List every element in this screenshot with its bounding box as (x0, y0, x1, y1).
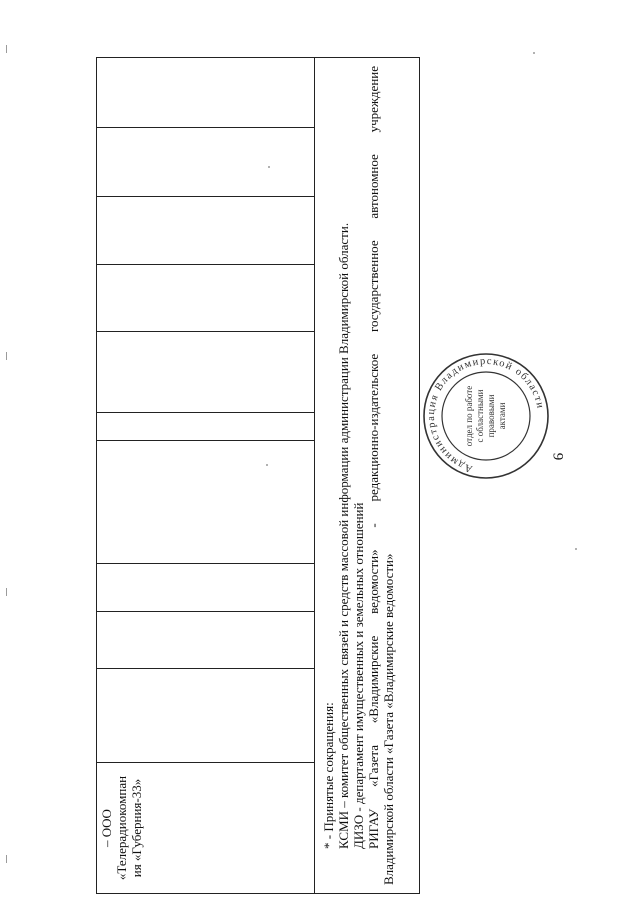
stamp-center-line: отдел по работе (464, 385, 474, 447)
table-cell (97, 197, 315, 265)
organization-cell (97, 763, 315, 894)
table-cell (97, 441, 315, 564)
table-cell (97, 332, 315, 413)
org-name-line: ия «Губерния-33» (129, 778, 144, 878)
official-stamp (421, 351, 551, 481)
rotated-table-frame (96, 58, 419, 894)
note-dizo: ДИЗО - департамент имущественных и земельных отношений (351, 502, 366, 849)
scan-mark (6, 588, 7, 596)
stamp-center-line: с областными (475, 389, 485, 443)
table-row (315, 58, 420, 894)
abbreviations-table (96, 57, 420, 894)
scan-mark (6, 352, 7, 360)
table-cell (97, 128, 315, 197)
stamp-ring-text: Администрация Владимирской области (425, 355, 546, 475)
notes-heading: * - Принятые сокращения: (321, 702, 336, 849)
table-cell (97, 58, 315, 128)
stamp-center-line: актами (497, 402, 507, 430)
table-row (97, 58, 315, 894)
note-ksmi: КСМИ – комитет общественных связей и средств массовой информации администрации Владимирской области. (336, 222, 351, 849)
scan-speck (575, 548, 577, 550)
page-number: 9 (549, 452, 566, 461)
scan-mark (6, 45, 7, 53)
stamp-center-line: правовыми (486, 394, 496, 438)
note-rigau: РИГАУ «Газета «Владимирские ведомости» - редакционно-издательское государственное автономное учреждение (366, 66, 381, 849)
table-cell (97, 612, 315, 669)
table-cell (97, 413, 315, 441)
scan-speck (533, 52, 535, 54)
abbreviations-notes (315, 58, 420, 894)
scan-mark (6, 855, 7, 863)
table-cell (97, 669, 315, 763)
org-name-line: «Телерадиокомпан (114, 775, 129, 881)
rotated-table-container (96, 58, 419, 894)
table-cell (97, 564, 315, 612)
note-rigau-continued: Владимирской области «Газета «Владимирские ведомости» (381, 553, 396, 885)
org-name-line: – ООО (99, 809, 114, 847)
table-cell (97, 265, 315, 332)
